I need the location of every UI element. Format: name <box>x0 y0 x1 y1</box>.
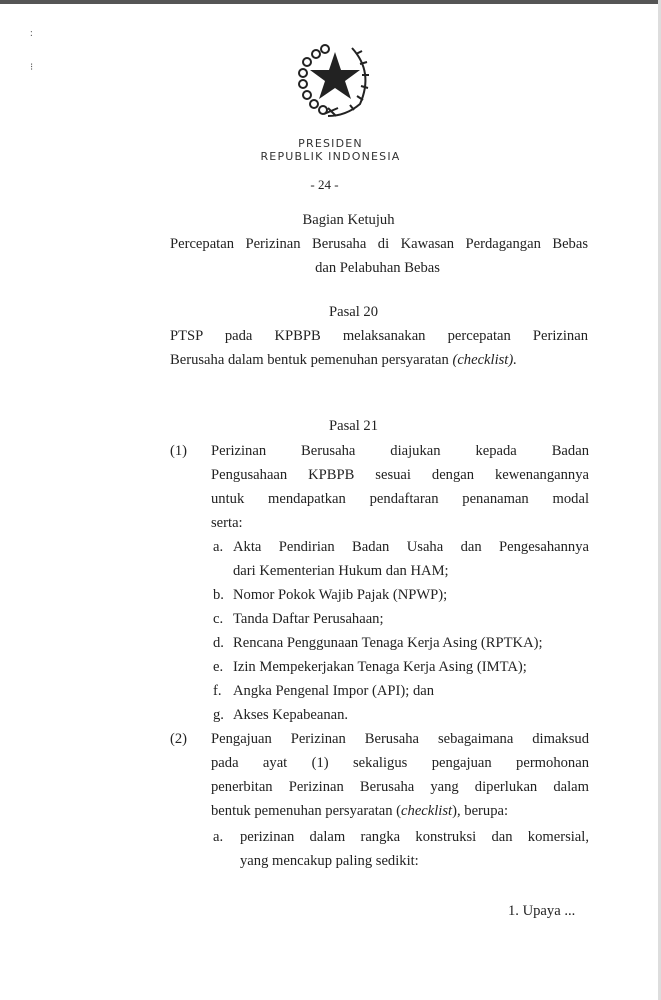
ayat-line: Perizinan Berusaha diajukan kepada Badan <box>211 443 589 459</box>
ayat-line <box>211 802 508 820</box>
pasal-20-title: Pasal 20 <box>328 304 379 320</box>
ayat-number: (1) <box>170 443 188 459</box>
header-presiden: PRESIDEN <box>298 137 363 150</box>
item-line: Angka Pengenal Impor (API); dan <box>233 683 435 699</box>
text: Berusaha dalam bentuk pemenuhan persyaratan <box>170 352 449 368</box>
section-subtitle-line: Percepatan Perizinan Berusaha di Kawasan Perdagangan Bebas <box>170 236 588 252</box>
section-title: Bagian Ketujuh <box>302 212 395 228</box>
item-line: Nomor Pokok Wajib Pajak (NPWP); <box>233 587 448 603</box>
pasal-21-title: Pasal 21 <box>328 418 379 434</box>
item-letter: g. <box>213 707 224 723</box>
ayat-line: penerbitan Perizinan Berusaha yang diperlukan dalam <box>211 779 589 795</box>
continuation-marker: 1. Upaya ... <box>508 903 576 919</box>
item-line: Tanda Daftar Perusahaan; <box>233 611 384 627</box>
italic-term: checklist <box>401 803 453 819</box>
item-letter: a. <box>213 829 224 845</box>
section-subtitle <box>170 235 588 253</box>
scan-mark: : <box>30 28 33 39</box>
presidential-emblem-icon <box>294 42 376 118</box>
item-line: Izin Mempekerjakan Tenaga Kerja Asing (IMTA); <box>233 659 527 675</box>
scan-mark: ⁝ <box>30 62 34 73</box>
item-letter: d. <box>213 635 224 651</box>
item-letter: b. <box>213 587 224 603</box>
ayat-number: (2) <box>170 731 188 747</box>
text: bentuk pemenuhan persyaratan ( <box>211 803 402 819</box>
pasal-20-text-line <box>170 351 517 369</box>
item-letter: f. <box>213 683 222 699</box>
item-letter: e. <box>213 659 224 675</box>
item-line: yang mencakup paling sedikit: <box>240 853 419 869</box>
ayat-line: Pengusahaan KPBPB sesuai dengan kewenangannya <box>211 467 589 483</box>
item-line: dari Kementerian Hukum dan HAM; <box>233 563 449 579</box>
item-line: perizinan dalam rangka konstruksi dan komersial, <box>240 829 589 845</box>
ayat-line: untuk mendapatkan pendaftaran penanaman modal <box>211 491 589 507</box>
ayat-line: Pengajuan Perizinan Berusaha sebagaimana dimaksud <box>211 731 589 747</box>
header-republik-indonesia: REPUBLIK INDONESIA <box>260 150 401 163</box>
item-letter: c. <box>213 611 224 627</box>
item-line: Akses Kepabeanan. <box>233 707 349 723</box>
item-line: Rencana Penggunaan Tenaga Kerja Asing (RPTKA); <box>233 635 543 651</box>
item-letter: a. <box>213 539 224 555</box>
text: ), berupa: <box>452 803 509 819</box>
scan-border-top <box>0 0 661 4</box>
page-number: - 24 - <box>310 177 339 192</box>
item-line: Akta Pendirian Badan Usaha dan Pengesahannya <box>233 539 589 555</box>
italic-term: (checklist). <box>452 352 517 368</box>
ayat-line: pada ayat (1) sekaligus pengajuan permohonan <box>211 755 589 771</box>
section-subtitle-line-2: dan Pelabuhan Bebas <box>315 260 440 276</box>
ayat-line: serta: <box>211 515 243 531</box>
pasal-20-text-line: PTSP pada KPBPB melaksanakan percepatan Perizinan <box>170 328 588 344</box>
